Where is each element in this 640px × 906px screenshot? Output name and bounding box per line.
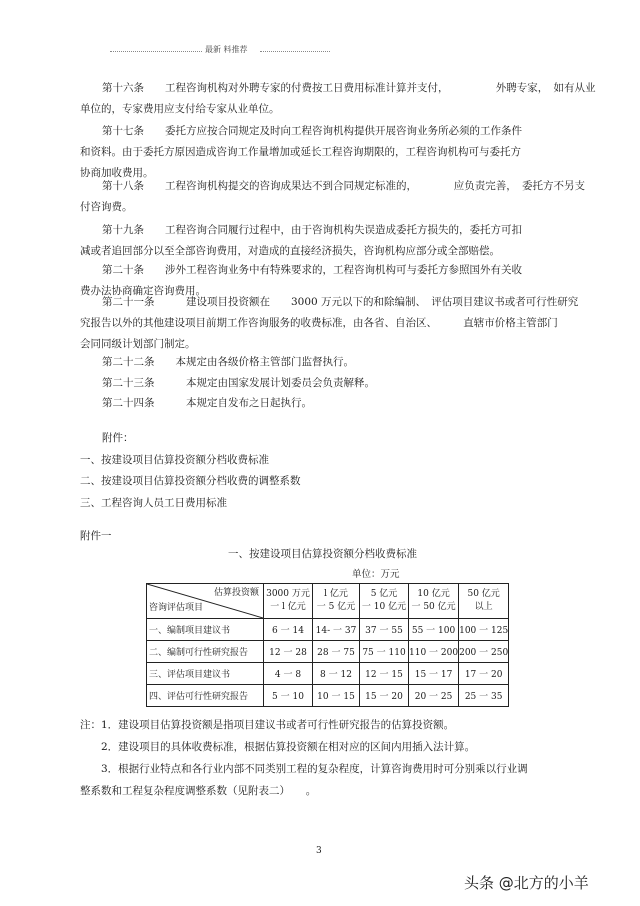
article-24 [80, 393, 550, 414]
note-line: 2．建设项目的具体收费标准，根据估算投资额在相对应的区间内用插入法计算。 [80, 741, 476, 753]
article-line: 第十六条 工程咨询机构对外聘专家的付费按工日费用标准计算并支付， 外聘专家， 如有从业 [102, 82, 596, 94]
article-21 [80, 292, 579, 355]
appendix-heading: 附件一 [80, 530, 112, 542]
table-row [147, 641, 509, 663]
page-number: 3 [316, 846, 322, 856]
table-header-row [147, 584, 509, 619]
table-cell: 12 一 28 [264, 641, 313, 663]
article-line: 费办法协商确定咨询费用。 [80, 285, 206, 297]
page-header [110, 44, 328, 58]
attachment-item: 三、工程咨询人员工日费用标准 [80, 496, 227, 509]
table-unit: 单位：万元 [352, 569, 400, 580]
column-header-line: 一 50 亿元 [411, 602, 456, 612]
column-header-line: 一 l 亿元 [270, 602, 306, 612]
table-cell: 5 一 10 [264, 685, 313, 707]
column-header-line: 一 5 亿元 [316, 602, 356, 612]
table-notes [80, 714, 560, 802]
table-cell: 75 一 110 [360, 641, 409, 663]
column-header-line: 一 10 亿元 [361, 602, 407, 612]
table-cell: 55 一 100 [409, 619, 459, 641]
article-23 [80, 373, 550, 394]
article-line: 第二十四条 本规定自发布之日起执行。 [102, 397, 312, 409]
article-line: 协商加收费用。 [80, 167, 154, 179]
article-line: 第十七条 委托方应按合同规定及时向工程咨询机构提供开展咨询业务所必须的工作条件 [102, 125, 522, 137]
table-title: 一、按建设项目估算投资额分档收费标准 [228, 548, 417, 560]
column-header [409, 584, 459, 619]
article-line: 第二十二条 本规定由各级价格主管部门监督执行。 [102, 356, 354, 368]
article-18 [80, 176, 585, 218]
column-header-line: 50 亿元 [467, 589, 500, 599]
table-cell: 20 一 25 [409, 685, 459, 707]
fee-table [146, 583, 509, 707]
article-line: 第十八条 工程咨询机构提交的咨询成果达不到合同规定标准的， 应负责完善， 委托方不另支 [102, 180, 585, 192]
table-cell: 25 一 35 [459, 685, 509, 707]
article-line: 第二十一条 建设项目投资额在 3000 万元以下的和除编制、 评估项目建议书或者可行性研究 [102, 296, 579, 308]
article-line: 单位的，专家费用应支付给专家从业单位。 [80, 103, 280, 115]
table-cell: 28 一 75 [313, 641, 360, 663]
column-header-line: 3000 万元 [266, 589, 310, 599]
table-row [147, 685, 509, 707]
article-line: 付咨询费。 [80, 201, 133, 213]
note-line: 3．根据行业特点和各行业内部不同类别工程的复杂程度，计算咨询费用时可分别乘以行业调 [80, 763, 528, 775]
article-line: 会同同级计划部门制定。 [80, 338, 196, 350]
column-header [459, 584, 509, 619]
row-label: 二、编制可行性研究报告 [147, 641, 264, 663]
column-header-line: 5 亿元 [370, 589, 398, 599]
table-row [147, 663, 509, 685]
table-cell: 10 一 15 [313, 685, 360, 707]
table-cell: 15 一 17 [409, 663, 459, 685]
row-label: 四、评估可行性研究报告 [147, 685, 264, 707]
table-cell: 17 一 20 [459, 663, 509, 685]
attachment-item: 二、按建设项目估算投资额分档收费的调整系数 [80, 475, 301, 487]
article-19 [80, 220, 550, 262]
table-cell: 6 一 14 [264, 619, 313, 641]
table-cell: 110 一 200 [409, 641, 459, 663]
article-22 [80, 352, 550, 373]
article-line: 和资料。由于委托方原因造成咨询工作量增加或延长工程咨询期限的，工程咨询机构可与委托方 [80, 146, 521, 158]
note-line: 注：1．建设项目估算投资额是指项目建议书或者可行性研究报告的估算投资额。 [80, 719, 455, 731]
column-header-line: 10 亿元 [417, 589, 450, 599]
table-row [147, 619, 509, 641]
row-label: 三、评估项目建议书 [147, 663, 264, 685]
row-label: 一、编制项目建议书 [147, 619, 264, 641]
attachment-item: 一、按建设项目估算投资额分档收费标准 [80, 453, 269, 466]
watermark: 头条 @北方的小羊 [464, 874, 589, 892]
article-16 [80, 78, 596, 120]
article-line: 究报告以外的其他建设项目前期工作咨询服务的收费标准，由各省、自治区、 直辖市价格主管部门 [80, 317, 558, 329]
column-header-line: l 亿元 [324, 589, 348, 599]
column-header [360, 584, 409, 619]
article-17 [80, 121, 550, 184]
header-text: 最新 料推荐 [202, 44, 251, 55]
table-cell: 8 一 12 [313, 663, 360, 685]
article-line: 第二十条 涉外工程咨询业务中有特殊要求的，工程咨询机构可与委托方参照国外有关收 [102, 264, 522, 276]
table-cell: 4 一 8 [264, 663, 313, 685]
column-header-line: 以上 [474, 602, 493, 612]
table-cell: 200 一 250 [459, 641, 509, 663]
table-corner-cell [147, 584, 264, 619]
article-line: 减或者追回部分以至全部咨询费用，对造成的直接经济损失，咨询机构应部分或全部赔偿。 [80, 245, 500, 257]
attachments-list [80, 428, 301, 514]
note-line: 整系数和工程复杂程度调整系数（见附表二） 。 [80, 785, 317, 797]
column-header [264, 584, 313, 619]
table-cell: 100 一 125 [459, 619, 509, 641]
corner-top-label: 估算投资额 [213, 588, 259, 598]
table-cell: 15 一 20 [360, 685, 409, 707]
article-line: 第十九条 工程咨询合同履行过程中，由于咨询机构失误造成委托方损失的，委托方可扣 [102, 224, 522, 236]
article-line: 第二十三条 本规定由国家发展计划委员会负责解释。 [102, 377, 375, 389]
table-cell: 37 一 55 [360, 619, 409, 641]
attachments-label: 附件： [102, 432, 134, 444]
corner-bottom-label: 咨询评估项目 [149, 603, 204, 613]
column-header [313, 584, 360, 619]
table-cell: 12 一 15 [360, 663, 409, 685]
table-cell: 14- 一 37 [313, 619, 360, 641]
